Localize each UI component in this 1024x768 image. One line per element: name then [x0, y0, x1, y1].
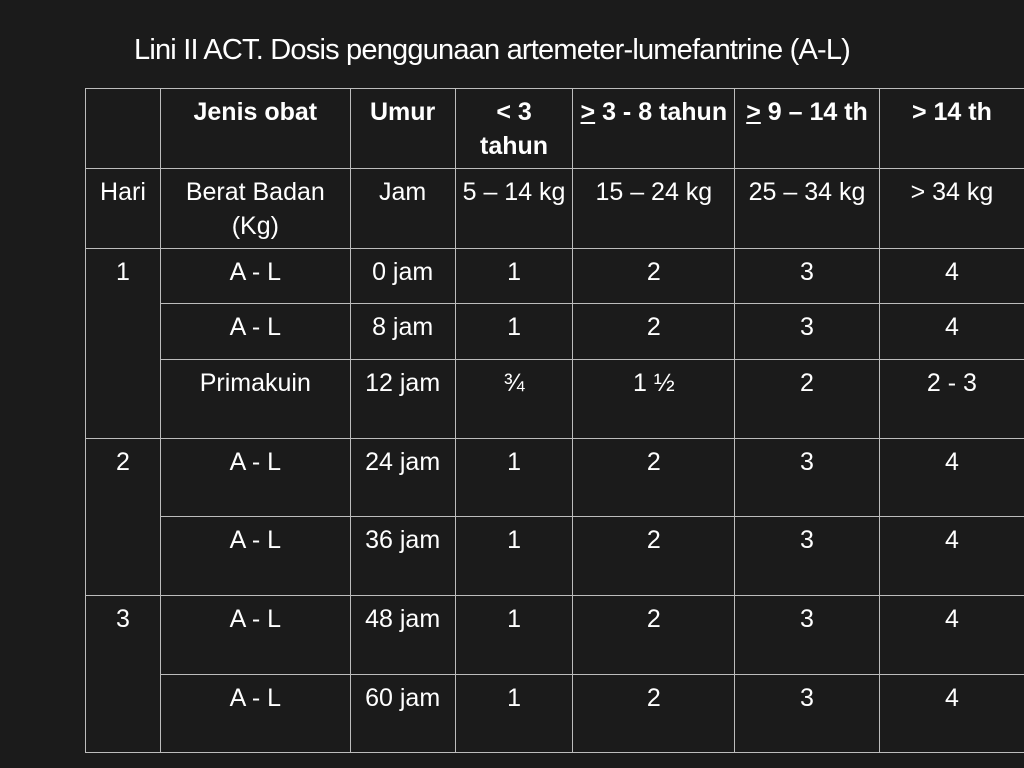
subheader-weight-cell: 5 – 14 kg — [455, 169, 573, 249]
dose-cell: 1 — [455, 675, 573, 753]
table-row — [86, 439, 1024, 517]
age-label: < 3 tahun — [480, 98, 549, 160]
dose-cell: 4 — [879, 596, 1024, 675]
dose-cell: 2 — [573, 439, 735, 517]
drug-cell: A - L — [160, 596, 350, 675]
header-age-under-3 — [455, 89, 573, 169]
drug-cell: A - L — [160, 304, 350, 360]
dose-cell: 2 — [573, 596, 735, 675]
dose-cell: 4 — [879, 675, 1024, 753]
subheader-weight-cell: 15 – 24 kg — [573, 169, 735, 249]
subheader-hari: Hari — [86, 169, 161, 249]
dose-cell: 4 — [879, 304, 1024, 360]
time-cell: 8 jam — [350, 304, 455, 360]
drug-cell: A - L — [160, 517, 350, 596]
age-label: 9 – 14 th — [760, 98, 868, 126]
header-umur: Umur — [350, 89, 455, 169]
dose-cell: 4 — [879, 439, 1024, 517]
subheader-berat-badan: Berat Badan (Kg) — [160, 169, 350, 249]
subheader-row — [86, 169, 1024, 249]
dose-cell: 1 — [455, 517, 573, 596]
dose-cell: 1 ½ — [573, 360, 735, 439]
dose-cell: 2 — [573, 675, 735, 753]
drug-cell: A - L — [160, 675, 350, 753]
dose-cell: 3 — [735, 249, 880, 304]
dose-cell: 2 - 3 — [879, 360, 1024, 439]
table-row — [86, 596, 1024, 675]
age-label: > 14 th — [911, 98, 992, 126]
dose-cell: 4 — [879, 249, 1024, 304]
table-row — [86, 517, 1024, 596]
dose-cell: 2 — [573, 249, 735, 304]
age-prefix: > — [746, 98, 761, 126]
subheader-weight-cell: > 34 kg — [879, 169, 1024, 249]
dose-cell: 2 — [573, 517, 735, 596]
day-cell: 3 — [86, 596, 161, 753]
header-cell-empty — [86, 89, 161, 169]
time-cell: 12 jam — [350, 360, 455, 439]
table-row — [86, 249, 1024, 304]
header-age-over-14 — [879, 89, 1024, 169]
slide-title: Lini II ACT. Dosis penggunaan artemeter-lumefantrine (A-L) — [134, 34, 851, 66]
age-label: 3 - 8 tahun — [595, 98, 728, 126]
dose-cell: 1 — [455, 304, 573, 360]
dose-cell: 2 — [573, 304, 735, 360]
dose-cell: 3 — [735, 517, 880, 596]
table-row — [86, 360, 1024, 439]
drug-cell: Primakuin — [160, 360, 350, 439]
dose-cell: 3 — [735, 596, 880, 675]
drug-cell: A - L — [160, 439, 350, 517]
age-prefix: > — [580, 98, 596, 126]
dose-cell: 3 — [735, 439, 880, 517]
subheader-jam: Jam — [350, 169, 455, 249]
time-cell: 60 jam — [350, 675, 455, 753]
day-cell: 1 — [86, 249, 161, 439]
table-row — [86, 304, 1024, 360]
header-jenis-obat: Jenis obat — [160, 89, 350, 169]
header-age-3-8 — [573, 89, 735, 169]
time-cell: 24 jam — [350, 439, 455, 517]
dose-cell: 1 — [455, 596, 573, 675]
dose-cell: ¾ — [455, 360, 573, 439]
dose-cell: 1 — [455, 439, 573, 517]
drug-cell: A - L — [160, 249, 350, 304]
dose-cell: 2 — [735, 360, 880, 439]
subheader-weight-cell: 25 – 34 kg — [735, 169, 880, 249]
table-row — [86, 675, 1024, 753]
header-age-9-14 — [735, 89, 880, 169]
dose-cell: 3 — [735, 675, 880, 753]
time-cell: 0 jam — [350, 249, 455, 304]
dose-cell: 3 — [735, 304, 880, 360]
day-cell: 2 — [86, 439, 161, 596]
header-row — [86, 89, 1024, 169]
dose-cell: 4 — [879, 517, 1024, 596]
dose-cell: 1 — [455, 249, 573, 304]
time-cell: 36 jam — [350, 517, 455, 596]
time-cell: 48 jam — [350, 596, 455, 675]
dosage-table — [85, 88, 1024, 753]
